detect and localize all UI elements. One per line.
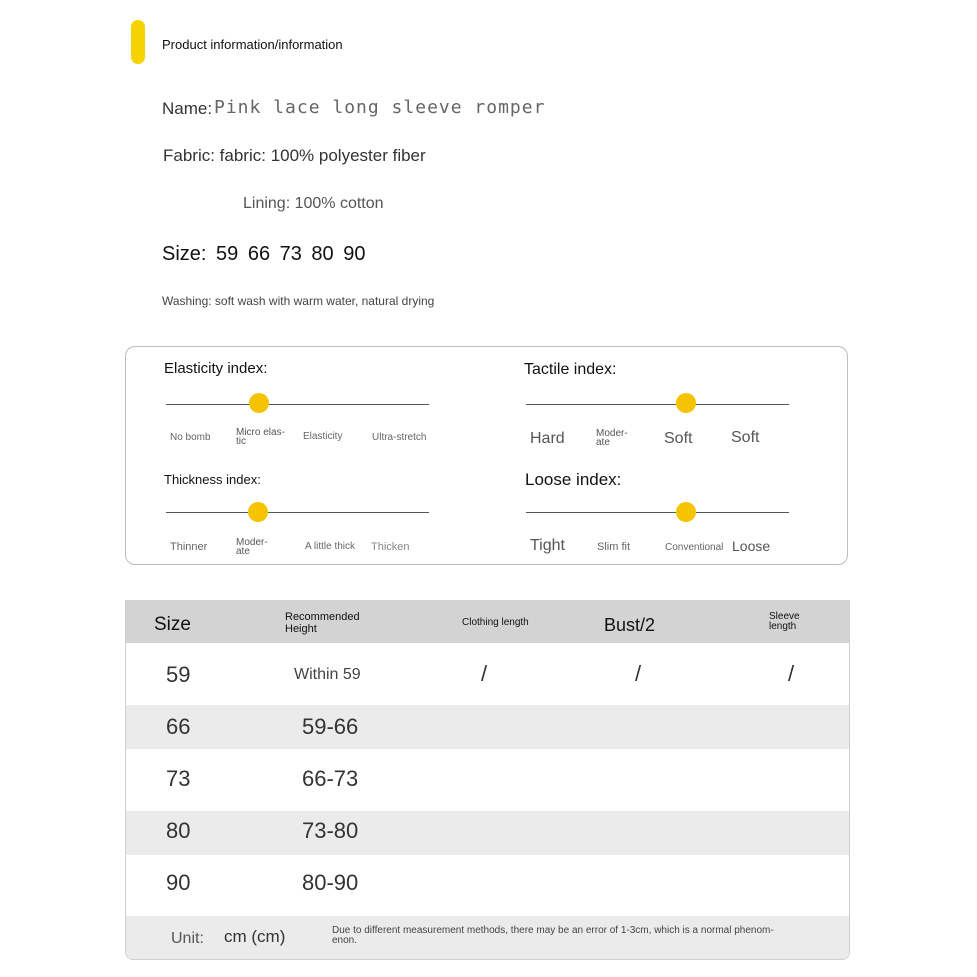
elasticity-option: Elasticity — [303, 431, 343, 442]
header-size: Size — [154, 614, 191, 635]
cell-height: 73-80 — [302, 818, 359, 843]
unit-label: Unit: — [171, 930, 204, 947]
thickness-option: Thicken — [371, 541, 410, 553]
cell-height: 66-73 — [302, 766, 359, 791]
section-title: Product information/information — [162, 37, 343, 52]
header-recommended-height: Recommended Height — [285, 611, 360, 635]
loose-option: Tight — [530, 537, 565, 554]
fabric-info: Fabric: fabric: 100% polyester fiber — [163, 146, 426, 165]
cell-height: Within 59 — [294, 666, 361, 683]
table-row — [126, 643, 849, 705]
loose-option: Conventional — [665, 542, 724, 553]
cell-size: 59 — [166, 662, 191, 687]
cell-height: 59-66 — [302, 714, 359, 739]
size-list: Size: 59 66 73 80 90 — [162, 243, 366, 265]
section-accent-bar — [131, 20, 145, 64]
fabric-index-panel — [125, 346, 848, 565]
header-clothing-length: Clothing length — [462, 617, 529, 628]
elasticity-indicator-dot — [249, 393, 269, 413]
name-label: Name: — [162, 99, 213, 118]
tactile-scale-line — [526, 404, 789, 405]
loose-index-title: Loose index: — [525, 470, 622, 489]
elasticity-scale-line — [166, 404, 429, 405]
elasticity-option: No bomb — [170, 432, 211, 443]
header-sleeve-length: Sleeve length — [769, 611, 800, 632]
thickness-index-title: Thickness index: — [164, 472, 261, 487]
table-row — [126, 705, 849, 749]
elasticity-index-title: Elasticity index: — [164, 360, 268, 377]
tactile-option: Moder- ate — [596, 428, 628, 448]
loose-indicator-dot — [676, 502, 696, 522]
washing-info: Washing: soft wash with warm water, natural drying — [162, 294, 435, 308]
product-name: Pink lace long sleeve romper — [214, 97, 546, 118]
cell-height: 80-90 — [302, 870, 359, 895]
loose-scale-line — [526, 512, 789, 513]
table-row — [126, 855, 849, 916]
cell-size: 90 — [166, 870, 191, 895]
thickness-option: Thinner — [170, 541, 208, 553]
cell-size: 66 — [166, 714, 191, 739]
table-row — [126, 749, 849, 811]
tactile-option: Hard — [530, 430, 565, 447]
table-row — [126, 811, 849, 855]
elasticity-option: Micro elas- tic — [236, 427, 285, 447]
cell-clothing-length: / — [481, 661, 488, 686]
lining-info: Lining: 100% cotton — [243, 195, 384, 212]
thickness-indicator-dot — [248, 502, 268, 522]
cell-size: 80 — [166, 818, 191, 843]
thickness-scale-line — [166, 512, 429, 513]
header-bust: Bust/2 — [604, 615, 656, 635]
elasticity-option: Ultra-stretch — [372, 432, 427, 443]
thickness-option: Moder- ate — [236, 537, 268, 557]
tactile-index-title: Tactile index: — [524, 361, 617, 378]
cell-size: 73 — [166, 766, 191, 791]
table-footer — [126, 916, 849, 960]
table-header — [126, 600, 849, 643]
measurement-note: Due to different measurement methods, there may be an error of 1-3cm, which is a normal phenom- enon. — [332, 925, 774, 946]
thickness-option: A little thick — [305, 541, 356, 552]
tactile-option: Soft — [664, 430, 693, 447]
size-table — [125, 600, 850, 960]
tactile-indicator-dot — [676, 393, 696, 413]
unit-value: cm (cm) — [224, 927, 286, 946]
cell-bust: / — [635, 661, 642, 686]
tactile-option: Soft — [731, 429, 760, 446]
loose-option: Slim fit — [597, 541, 630, 553]
cell-sleeve-length: / — [788, 661, 795, 686]
loose-option: Loose — [732, 538, 771, 554]
